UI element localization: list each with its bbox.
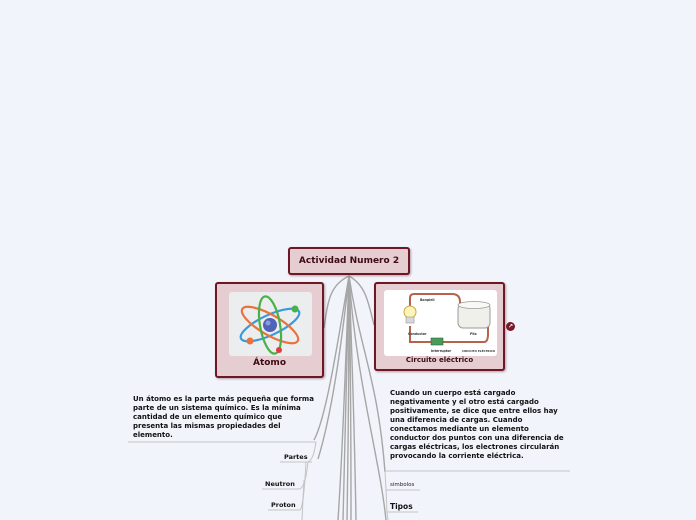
- root-title: Actividad Numero 2: [298, 256, 400, 266]
- atomo-child-partes[interactable]: Partes: [284, 453, 308, 461]
- circuit-title-label: CIRCUITO ELÉCTRICO: [462, 349, 496, 353]
- bulb-label: Bonpiell: [420, 298, 435, 302]
- circuito-node[interactable]: [374, 282, 505, 371]
- circuit-diagram-icon: [384, 290, 497, 356]
- root-node[interactable]: [288, 247, 410, 275]
- atomo-label: Átomo: [252, 358, 286, 368]
- atomo-child-neutron[interactable]: Neutron: [265, 480, 295, 488]
- battery-label: Pila: [470, 332, 477, 336]
- atom-icon: [229, 292, 312, 356]
- atomo-node[interactable]: [215, 282, 324, 378]
- circuito-description[interactable]: Cuando un cuerpo está cargado negativamente y el otro está cargado positivamente, se dice que entre ellos hay una diferencia de cargas. Cuando conectamos mediante un elemento conductor dos puntos con una diferencia de cargas eléctricas, los electrones circularán provocando la corriente eléctrica.: [390, 389, 564, 460]
- atomo-description[interactable]: Un átomo es la parte más pequeña que forma parte de un sistema químico. Es la mínima cantidad de un elemento químico que presenta las mismas propiedades del elemento.: [133, 395, 314, 439]
- circuito-child-simbolos[interactable]: simbolos: [390, 482, 415, 488]
- link-icon[interactable]: ↗: [507, 323, 514, 330]
- atomo-child-proton[interactable]: Proton: [271, 501, 296, 509]
- circuit-image: [384, 290, 497, 356]
- atom-image: [229, 292, 312, 356]
- circuito-label: Circuito eléctrico: [405, 356, 474, 364]
- conductor-label: Conductor: [408, 332, 427, 336]
- switch-label: Interruptor: [431, 349, 452, 353]
- circuito-child-tipos[interactable]: Tipos: [390, 502, 413, 511]
